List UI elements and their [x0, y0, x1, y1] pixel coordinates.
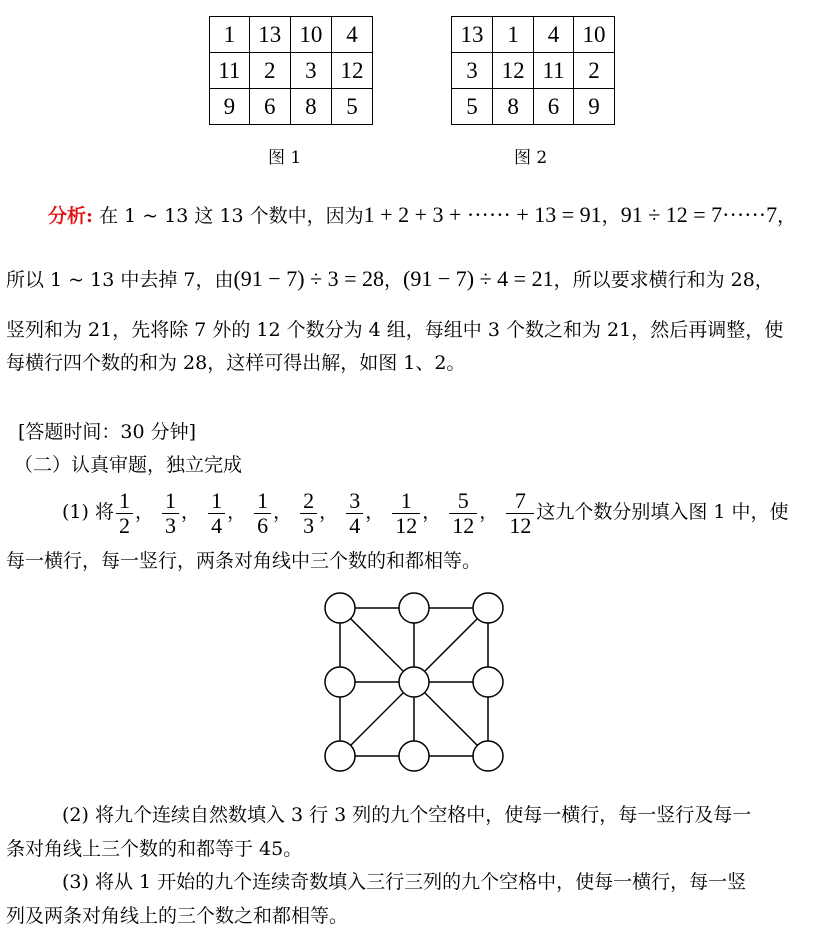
table-row	[452, 53, 615, 89]
grid-cell: 9	[210, 89, 250, 125]
analysis-line-1	[48, 202, 796, 229]
denominator: 4	[349, 512, 361, 538]
separator: ，	[384, 269, 404, 291]
grid-cell: 6	[249, 89, 290, 125]
grid-cell: 11	[534, 53, 574, 89]
numerator: 1	[116, 489, 133, 514]
fraction	[208, 489, 225, 538]
grid-cell: 8	[493, 89, 534, 125]
figure-2-caption: 图 2	[514, 148, 548, 168]
fraction	[254, 489, 271, 538]
grid-cell: 10	[290, 17, 331, 53]
grid-cell: 3	[290, 53, 331, 89]
analysis-line-3: 竖列和为 21，先将除 7 外的 12 个数分为 4 组，每组中 3 个数之和为 21，然后再调整，使	[6, 319, 784, 341]
fraction	[116, 489, 133, 538]
figure-1-caption: 图 1	[268, 148, 302, 168]
numerator: 2	[300, 489, 317, 514]
fraction	[300, 489, 317, 538]
analysis-text: 所以 1 ~ 13 中去掉 7，由	[6, 269, 234, 291]
denominator: 12	[509, 512, 532, 538]
separator: ，	[601, 205, 621, 227]
grid-cell: 12	[493, 53, 534, 89]
math-expression: 91 ÷ 12 = 7······7	[620, 202, 778, 227]
denominator: 12	[452, 512, 475, 538]
question-2-line-2: 条对角线上三个数的和都等于 45。	[6, 838, 303, 860]
answer-time: [答题时间：30 分钟]	[18, 421, 197, 443]
circle-grid-diagram	[316, 586, 516, 782]
empty-circle[interactable]	[399, 593, 429, 623]
denominator: 12	[395, 512, 418, 538]
denominator: 6	[257, 512, 269, 538]
figure-1-grid	[209, 16, 373, 125]
table-row	[452, 17, 615, 53]
question-2-line-1: (2) 将九个连续自然数填入 3 行 3 列的九个空格中，使每一横行，每一竖行及每一	[62, 804, 752, 826]
empty-circle[interactable]	[399, 741, 429, 771]
table-row	[210, 17, 373, 53]
fraction	[506, 489, 534, 538]
figure-2-grid	[451, 16, 615, 125]
grid-cell: 3	[452, 53, 493, 89]
denominator: 2	[118, 512, 130, 538]
numerator: 1	[254, 489, 271, 514]
grid-cell: 2	[573, 53, 614, 89]
grid-cell: 4	[534, 17, 574, 53]
grid-cell: 12	[331, 53, 372, 89]
math-expression: (91 − 7) ÷ 4 = 21	[403, 266, 554, 291]
empty-circle[interactable]	[325, 667, 355, 697]
empty-circle[interactable]	[325, 741, 355, 771]
grid-cell: 5	[331, 89, 372, 125]
empty-circle[interactable]	[473, 667, 503, 697]
grid-cell: 5	[452, 89, 493, 125]
analysis-text: ，所以要求横行和为 28，	[553, 269, 774, 291]
grid-cell: 6	[534, 89, 574, 125]
math-expression: 1 + 2 + 3 + ······ + 13 = 91	[363, 202, 602, 227]
analysis-line-2	[6, 266, 774, 293]
section-heading: （二）认真审题，独立完成	[14, 454, 243, 476]
math-expression: (91 − 7) ÷ 3 = 28	[233, 266, 385, 291]
separator: ，	[777, 205, 797, 227]
grid-cell: 4	[331, 17, 372, 53]
denominator: 3	[303, 512, 315, 538]
analysis-text: 在 1 ~ 13 这 13 个数中，因为	[99, 205, 364, 227]
grid-cell: 1	[493, 17, 534, 53]
table-row	[210, 89, 373, 125]
numerator: 1	[392, 489, 420, 514]
denominator: 3	[165, 512, 177, 538]
fraction	[346, 489, 363, 538]
empty-circle[interactable]	[399, 667, 429, 697]
numerator: 7	[506, 489, 534, 514]
grid-cell: 2	[249, 53, 290, 89]
grid-cell: 13	[452, 17, 493, 53]
grid-cell: 8	[290, 89, 331, 125]
analysis-label: 分析:	[48, 205, 94, 227]
numerator: 3	[346, 489, 363, 514]
empty-circle[interactable]	[325, 593, 355, 623]
table-row	[210, 53, 373, 89]
question-1-line-2: 每一横行，每一竖行，两条对角线中三个数的和都相等。	[6, 550, 482, 572]
question-1-prefix: (1) 将	[62, 501, 114, 523]
question-3-line-1: (3) 将从 1 开始的九个连续奇数填入三行三列的九个空格中，使每一横行，每一竖	[62, 871, 747, 893]
question-1-suffix: 这九个数分别填入图 1 中，使	[536, 501, 789, 523]
fraction	[449, 489, 477, 538]
grid-cell: 9	[573, 89, 614, 125]
analysis-line-4: 每横行四个数的和为 28，这样可得出解，如图 1、2。	[6, 352, 466, 374]
question-1-line-1: (1) 将 $\frac{1}{2}$ ， $\frac{1}{3}$ ， $\frac{1}{4}$ ， $\frac{1}{6}$ ， $\frac{2}{3}$ ， $\frac{3}{4}$ ， $\frac{1}{12}$ ， $\frac{5}{12}$ ， $\frac{7}{12}$ 这九个数分别填入图 1 中，使	[62, 487, 789, 538]
fraction	[392, 489, 420, 538]
empty-circle[interactable]	[473, 593, 503, 623]
question-3-line-2: 列及两条对角线上的三个数之和都相等。	[6, 905, 349, 927]
grid-cell: 10	[573, 17, 614, 53]
denominator: 4	[211, 512, 223, 538]
grid-cell: 13	[249, 17, 290, 53]
grid-cell: 1	[210, 17, 250, 53]
grid-cell: 11	[210, 53, 250, 89]
empty-circle[interactable]	[473, 741, 503, 771]
table-row	[452, 89, 615, 125]
numerator: 1	[208, 489, 225, 514]
fraction	[162, 489, 179, 538]
numerator: 5	[449, 489, 477, 514]
numerator: 1	[162, 489, 179, 514]
